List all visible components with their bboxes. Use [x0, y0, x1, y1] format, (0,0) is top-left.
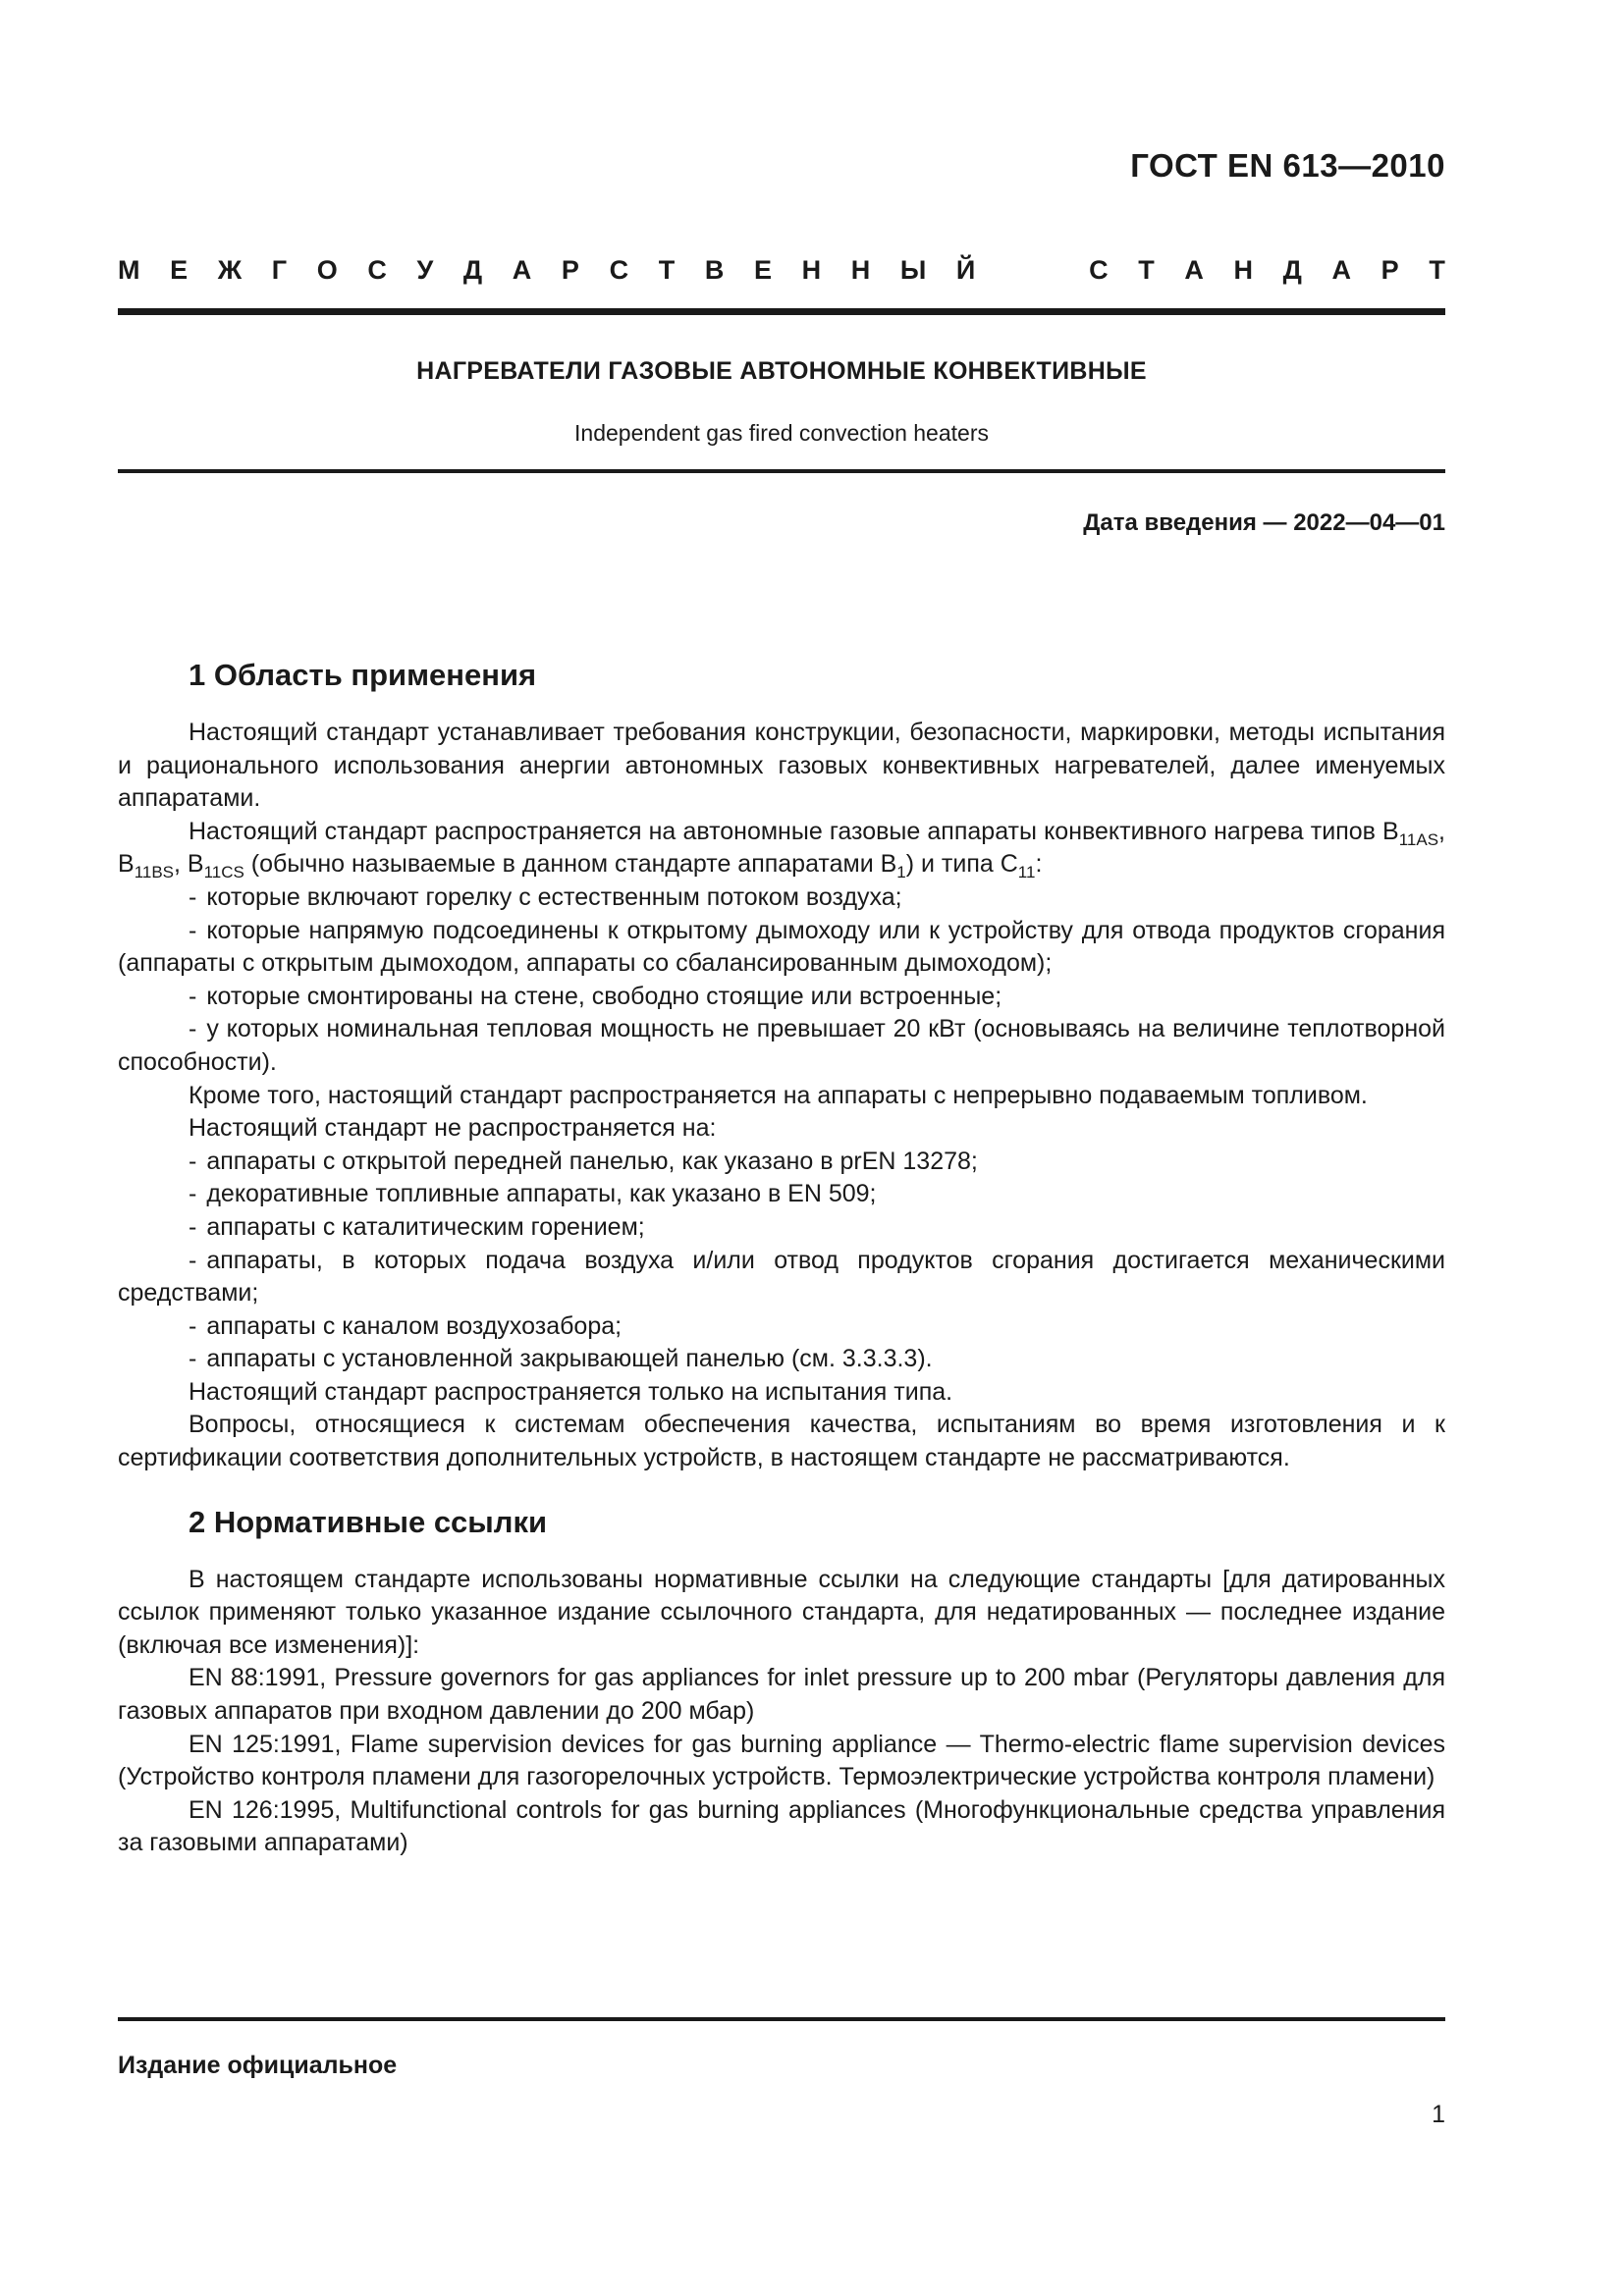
normative-reference: EN 126:1995, Multifunctional controls for gas burning appliances (Многофункциональные средства управления за газовыми аппаратами): [118, 1795, 1445, 1857]
document-body: [118, 656, 1445, 1860]
standard-type-letter: А: [1184, 255, 1204, 285]
standard-type-letter: [1048, 255, 1059, 286]
section-2-paragraph-1: В настоящем стандарте использованы нормативные ссылки на следующие стандарты [для датированных ссылок применяют только указанное издание ссылочного стандарта, для недатированных — последнее издание (включая все изменения)]:: [118, 1565, 1445, 1659]
section-1-paragraph-3: Кроме того, настоящий стандарт распространяется на аппараты с непрерывно подаваемым топливом.: [189, 1081, 1368, 1109]
list-item: - которые включают горелку с естественным потоком воздуха;: [189, 882, 902, 911]
standard-type-letter: А: [512, 255, 532, 285]
section-1-paragraph-5: Настоящий стандарт распространяется только на испытания типа.: [189, 1377, 953, 1406]
standard-type-letter: Н: [801, 255, 822, 285]
standard-type-letter: Н: [850, 255, 871, 285]
standard-type-letter: Т: [1429, 255, 1445, 285]
list-item: - у которых номинальная тепловая мощность не превышает 20 кВт (основываясь на величине теплотворной способности).: [118, 1015, 1445, 1076]
standard-type-letter: Т: [658, 255, 676, 285]
standard-type-letter: Г: [271, 255, 288, 285]
document-title-ru: НАГРЕВАТЕЛИ ГАЗОВЫЕ АВТОНОМНЫЕ КОНВЕКТИВНЫЕ: [416, 357, 1147, 385]
standard-type-letter: Р: [1380, 255, 1399, 285]
standard-type-label: [118, 255, 1445, 286]
list-item: - аппараты, в которых подача воздуха и/или отвод продуктов сгорания достигается механическими средствами;: [118, 1246, 1445, 1308]
document-number: ГОСТ EN 613—2010: [1130, 147, 1445, 184]
standard-type-letter: Е: [753, 255, 772, 285]
section-1-paragraph-2: Настоящий стандарт распространяется на автономные газовые аппараты конвективного нагрева типов $B_{11AS}$, $B_{11BS}$, $B_{11CS}$ (обычно называемые в данном стандарте аппаратами $B_1$) и типа $C_{11}$:: [118, 817, 1445, 882]
section-2-heading: 2 Нормативные ссылки: [189, 1504, 548, 1539]
list-item: - аппараты с каналом воздухозабора;: [189, 1311, 623, 1340]
header-rule: [118, 308, 1445, 315]
standard-type-letter: [1005, 255, 1017, 286]
introduction-date: Дата введения — 2022—04—01: [1083, 509, 1445, 536]
section-1-paragraph-6: Вопросы, относящиеся к системам обеспечения качества, испытаниям во время изготовления и к сертификации соответствия дополнительных устройств, в настоящем стандарте не рассматриваются.: [118, 1411, 1445, 1472]
page-number: 1: [1432, 2101, 1445, 2128]
section-1-paragraph-4: Настоящий стандарт не распространяется на:: [189, 1114, 717, 1143]
title-rule: [118, 469, 1445, 473]
list-item: - аппараты с каталитическим горением;: [189, 1212, 645, 1241]
edition-label: Издание официальное: [118, 2052, 398, 2079]
standard-type-letter: Й: [955, 255, 976, 285]
standard-type-letter: С: [609, 255, 629, 285]
standard-type-letter: Р: [561, 255, 579, 285]
section-1-paragraph-1: Настоящий стандарт устанавливает требования конструкции, безопасности, маркировки, методы испытания и рационального использования анергии автономных газовых конвективных нагревателей, далее именуемых аппаратами.: [118, 719, 1445, 813]
standard-type-letter: Т: [1138, 255, 1155, 285]
standard-type-letter: Ж: [217, 255, 243, 285]
standard-type-letter: М: [118, 255, 140, 285]
standard-type-letter: Е: [170, 255, 189, 285]
normative-reference: EN 125:1991, Flame supervision devices for gas burning appliance — Thermo-electric flame supervision devices (Устройство контроля пламени для газогорелочных устройств. Термоэлектрические устройства контроля пламени): [118, 1730, 1445, 1791]
standard-type-letter: Ы: [899, 255, 927, 285]
standard-type-letter: С: [367, 255, 387, 285]
list-item: - которые смонтированы на стене, свободно стоящие или встроенные;: [189, 982, 1002, 1010]
document-page: [118, 0, 1445, 2296]
standard-type-letter: А: [1331, 255, 1352, 285]
list-item: - аппараты с установленной закрывающей панелью (см. 3.3.3.3).: [189, 1345, 933, 1373]
normative-reference: EN 88:1991, Pressure governors for gas appliances for inlet pressure up to 200 mbar (Регуляторы давления для газовых аппаратов при входном давлении до 200 мбар): [118, 1664, 1445, 1726]
footer-rule: [118, 2017, 1445, 2021]
standard-type-letter: Н: [1233, 255, 1254, 285]
list-item: - декоративные топливные аппараты, как указано в EN 509;: [189, 1180, 877, 1208]
standard-type-letter: С: [1089, 255, 1109, 285]
standard-type-letter: В: [704, 255, 725, 285]
standard-type-letter: У: [416, 255, 434, 285]
document-title-en: Independent gas fired convection heaters: [574, 420, 989, 446]
standard-type-letter: Д: [462, 255, 483, 285]
list-item: - аппараты с открытой передней панелью, как указано в prEN 13278;: [189, 1147, 978, 1175]
section-1-heading: 1 Область применения: [189, 658, 537, 692]
list-item: - которые напрямую подсоединены к открытому дымоходу или к устройству для отвода продуктов сгорания (аппараты с открытым дымоходом, аппараты со сбалансированным дымоходом);: [118, 916, 1445, 978]
standard-type-letter: О: [316, 255, 338, 285]
standard-type-letter: Д: [1282, 255, 1302, 285]
